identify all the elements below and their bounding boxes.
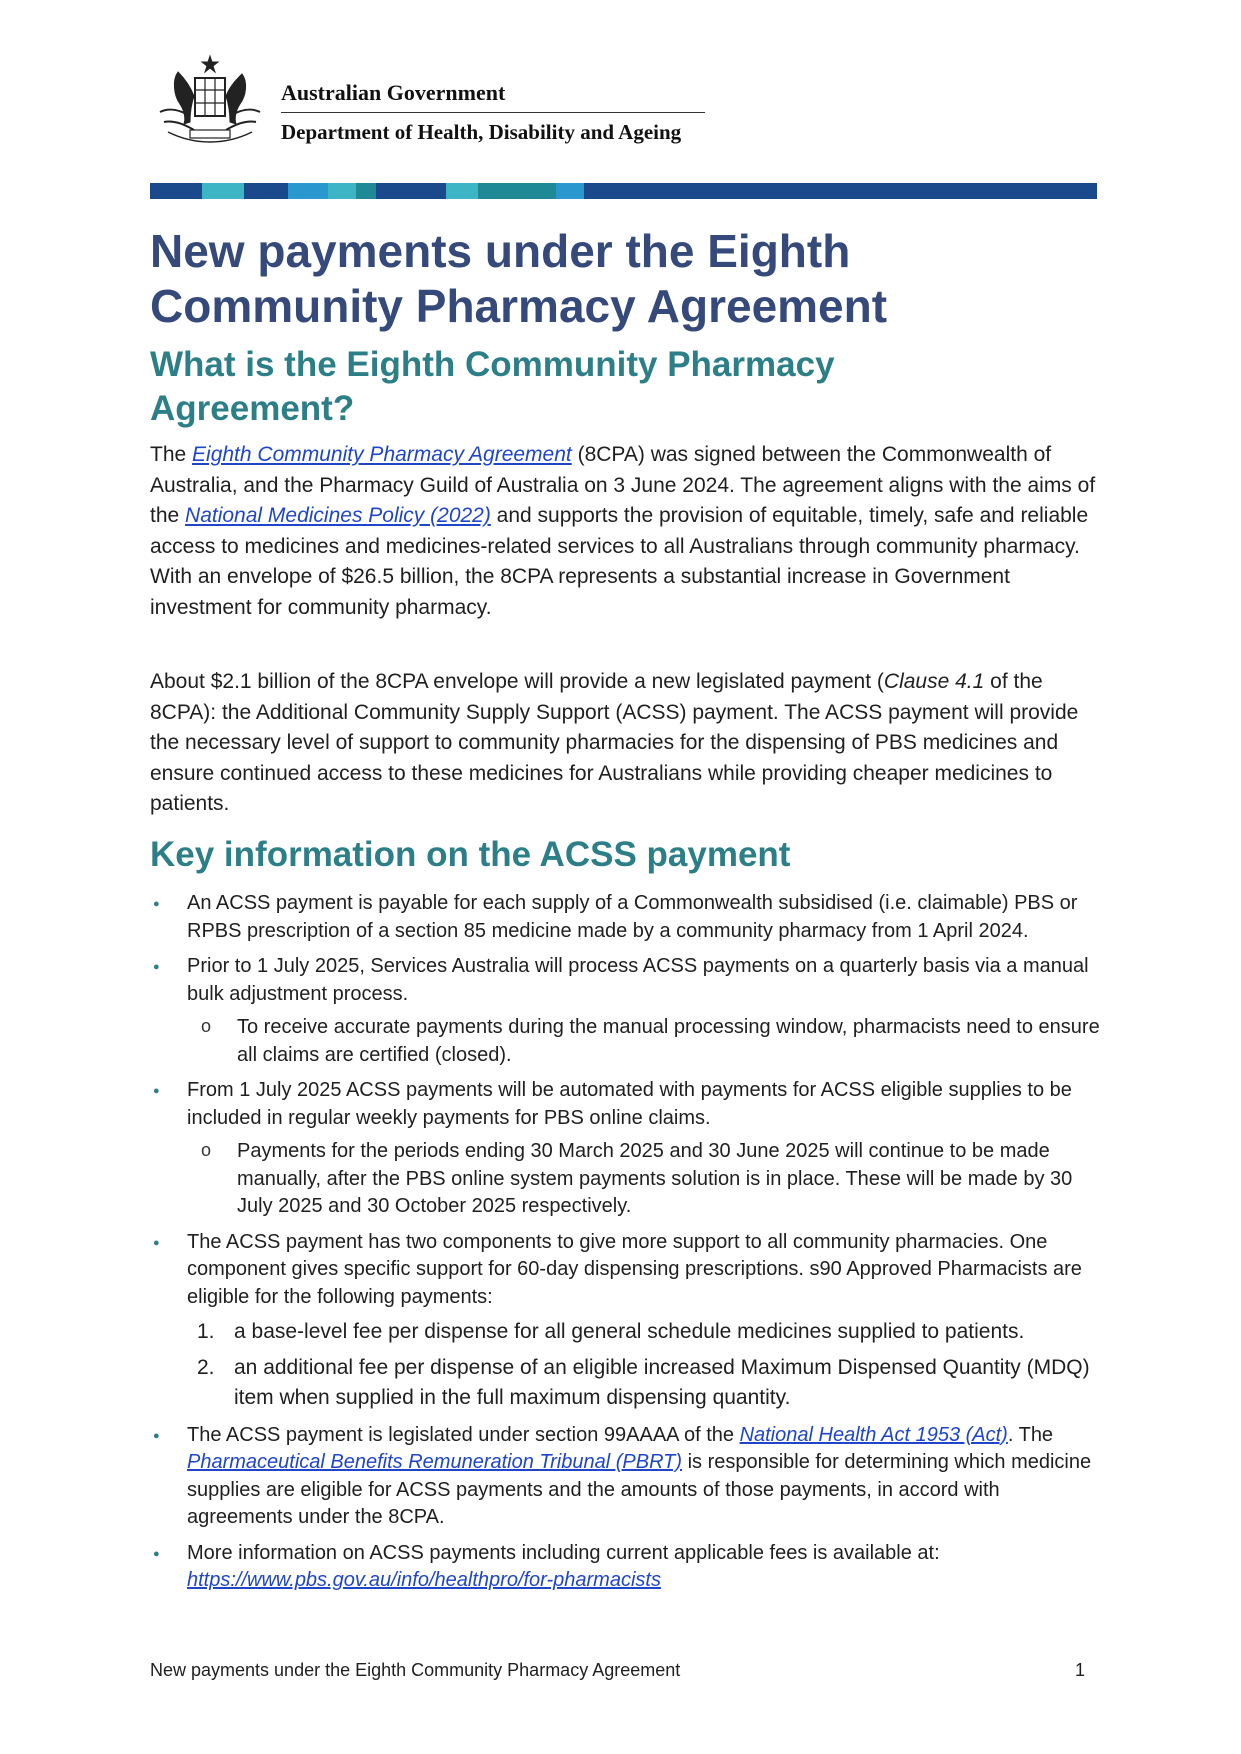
national-medicines-policy-link[interactable]: National Medicines Policy (2022) (185, 504, 491, 527)
band-segment (328, 183, 356, 199)
band-segment (446, 183, 478, 199)
eighth-cpa-link[interactable]: Eighth Community Pharmacy Agreement (192, 443, 572, 466)
numbered-item (187, 1353, 1102, 1414)
band-segment (150, 183, 202, 199)
band-segment (244, 183, 288, 199)
clause-reference: Clause 4.1 (883, 670, 985, 693)
band-segment (556, 183, 584, 199)
list-item-text: Prior to 1 July 2025, Services Australia will process ACSS payments on a quarterly basis via a manual bulk adjustment process. (187, 955, 1089, 1005)
national-health-act-link[interactable]: National Health Act 1953 (Act) (739, 1423, 1008, 1446)
government-logotype (281, 80, 705, 145)
item-number: 2. (197, 1355, 215, 1379)
pbs-pharmacists-url-link[interactable]: https://www.pbs.gov.au/info/healthpro/for-pharmacists (187, 1569, 661, 1591)
list-item-text: is responsible for determining which medicine supplies are eligible for ACSS payments and the amounts of those payments, in accord with agreements under the 8CPA. (187, 1451, 1092, 1528)
band-segment (376, 183, 446, 199)
list-item-text: From 1 July 2025 ACSS payments will be automated with payments for ACSS eligible supplies to be included in regular weekly payments for PBS online claims. (187, 1079, 1072, 1129)
numbered-item (187, 1317, 1102, 1348)
decorative-color-band (150, 183, 1097, 199)
list-item (150, 1540, 1102, 1595)
numbered-item-text: an additional fee per dispense of an eligible increased Maximum Dispensed Quantity (MDQ) item when supplied in the full maximum dispensing quantity. (234, 1355, 1090, 1409)
list-item-text: . The (1007, 1423, 1054, 1446)
band-segment (584, 183, 1097, 199)
paragraph-text: The (150, 443, 193, 466)
sub-list-item (187, 1014, 1102, 1069)
list-item (150, 1229, 1102, 1414)
list-item (150, 890, 1102, 945)
government-name: Australian Government (281, 80, 705, 113)
page-footer (150, 1660, 1085, 1681)
band-segment (288, 183, 328, 199)
page-title-line-1: New payments under the Eighth (150, 225, 851, 277)
commonwealth-coat-of-arms-icon (150, 52, 270, 147)
paragraph-text: About $2.1 billion of the 8CPA envelope will provide a new legislated payment ( (150, 670, 884, 693)
paragraph-text: of the 8CPA): the Additional Community Supply Support (ACSS) payment. The ACSS payment will provide the necessary level of support to community pharmacies for the dispensing of PBS medicines and ensure continued access to these medicines for Australians while providing cheaper medicines to patients. (150, 670, 1079, 815)
sub-list (187, 1014, 1102, 1069)
list-item (150, 1422, 1102, 1532)
band-segment (478, 183, 556, 199)
section-heading-what-is-8cpa (150, 343, 1050, 431)
list-item-text: More information on ACSS payments including current applicable fees is available at: (187, 1541, 940, 1564)
section-heading-line-1: What is the Eighth Community Pharmacy (150, 345, 835, 384)
page-title (150, 224, 1090, 334)
page-title-line-2: Community Pharmacy Agreement (150, 280, 888, 332)
funding-paragraph (150, 667, 1100, 820)
band-segment (356, 183, 376, 199)
item-number: 1. (197, 1320, 215, 1343)
paragraph-text: and supports the provision of equitable, timely, safe and reliable access to medicines and medicines-related services to all Australians through community pharmacy. With an envelope of $26.5 billion, the 8CPA represents a substantial increase in Government investment for community pharmacy. (150, 504, 1089, 619)
sub-list-item-text: To receive accurate payments during the manual processing window, pharmacists need to ensure all claims are certified (closed). (237, 1016, 1100, 1066)
section-heading-line-2: Agreement? (150, 389, 355, 428)
list-item-text: The ACSS payment has two components to give more support to all community pharmacies. One component gives specific support for 60-day dispensing prescriptions. s90 Approved Pharmacists are eligible for the following payments: (187, 1230, 1082, 1308)
list-item-text: The ACSS payment is legislated under section 99AAAA of the (187, 1423, 740, 1446)
paragraph-text: (8CPA) was signed between the Commonwealth of Australia, and the Pharmacy Guild of Australia on 3 June 2024. The agreement aligns with the aims of the (150, 443, 1096, 527)
list-item-text: An ACSS payment is payable for each supply of a Commonwealth subsidised (i.e. claimable) PBS or RPBS prescription of a section 85 medicine made by a community pharmacy from 1 April 2024. (187, 892, 1078, 942)
page-number: 1 (1074, 1660, 1085, 1680)
sub-list-item (187, 1138, 1102, 1221)
key-information-list (150, 890, 1102, 1603)
list-item (150, 1077, 1102, 1221)
department-name: Department of Health, Disability and Ageing (281, 120, 682, 144)
list-item (150, 953, 1102, 1069)
sub-list (187, 1138, 1102, 1221)
numbered-item-text: a base-level fee per dispense for all general schedule medicines supplied to patients. (234, 1320, 1025, 1343)
intro-paragraph (150, 440, 1100, 623)
section-heading-key-information: Key information on the ACSS payment (150, 835, 791, 874)
numbered-list (187, 1317, 1102, 1414)
footer-document-title: New payments under the Eighth Community Pharmacy Agreement (150, 1660, 681, 1680)
band-segment (202, 183, 244, 199)
pbrt-link[interactable]: Pharmaceutical Benefits Remuneration Tribunal (PBRT) (187, 1451, 683, 1473)
sub-list-item-text: Payments for the periods ending 30 March 2025 and 30 June 2025 will continue to be made manually, after the PBS online system payments solution is in place. These will be made by 30 July 2025 and 30 October 2025 respectively. (237, 1140, 1073, 1217)
